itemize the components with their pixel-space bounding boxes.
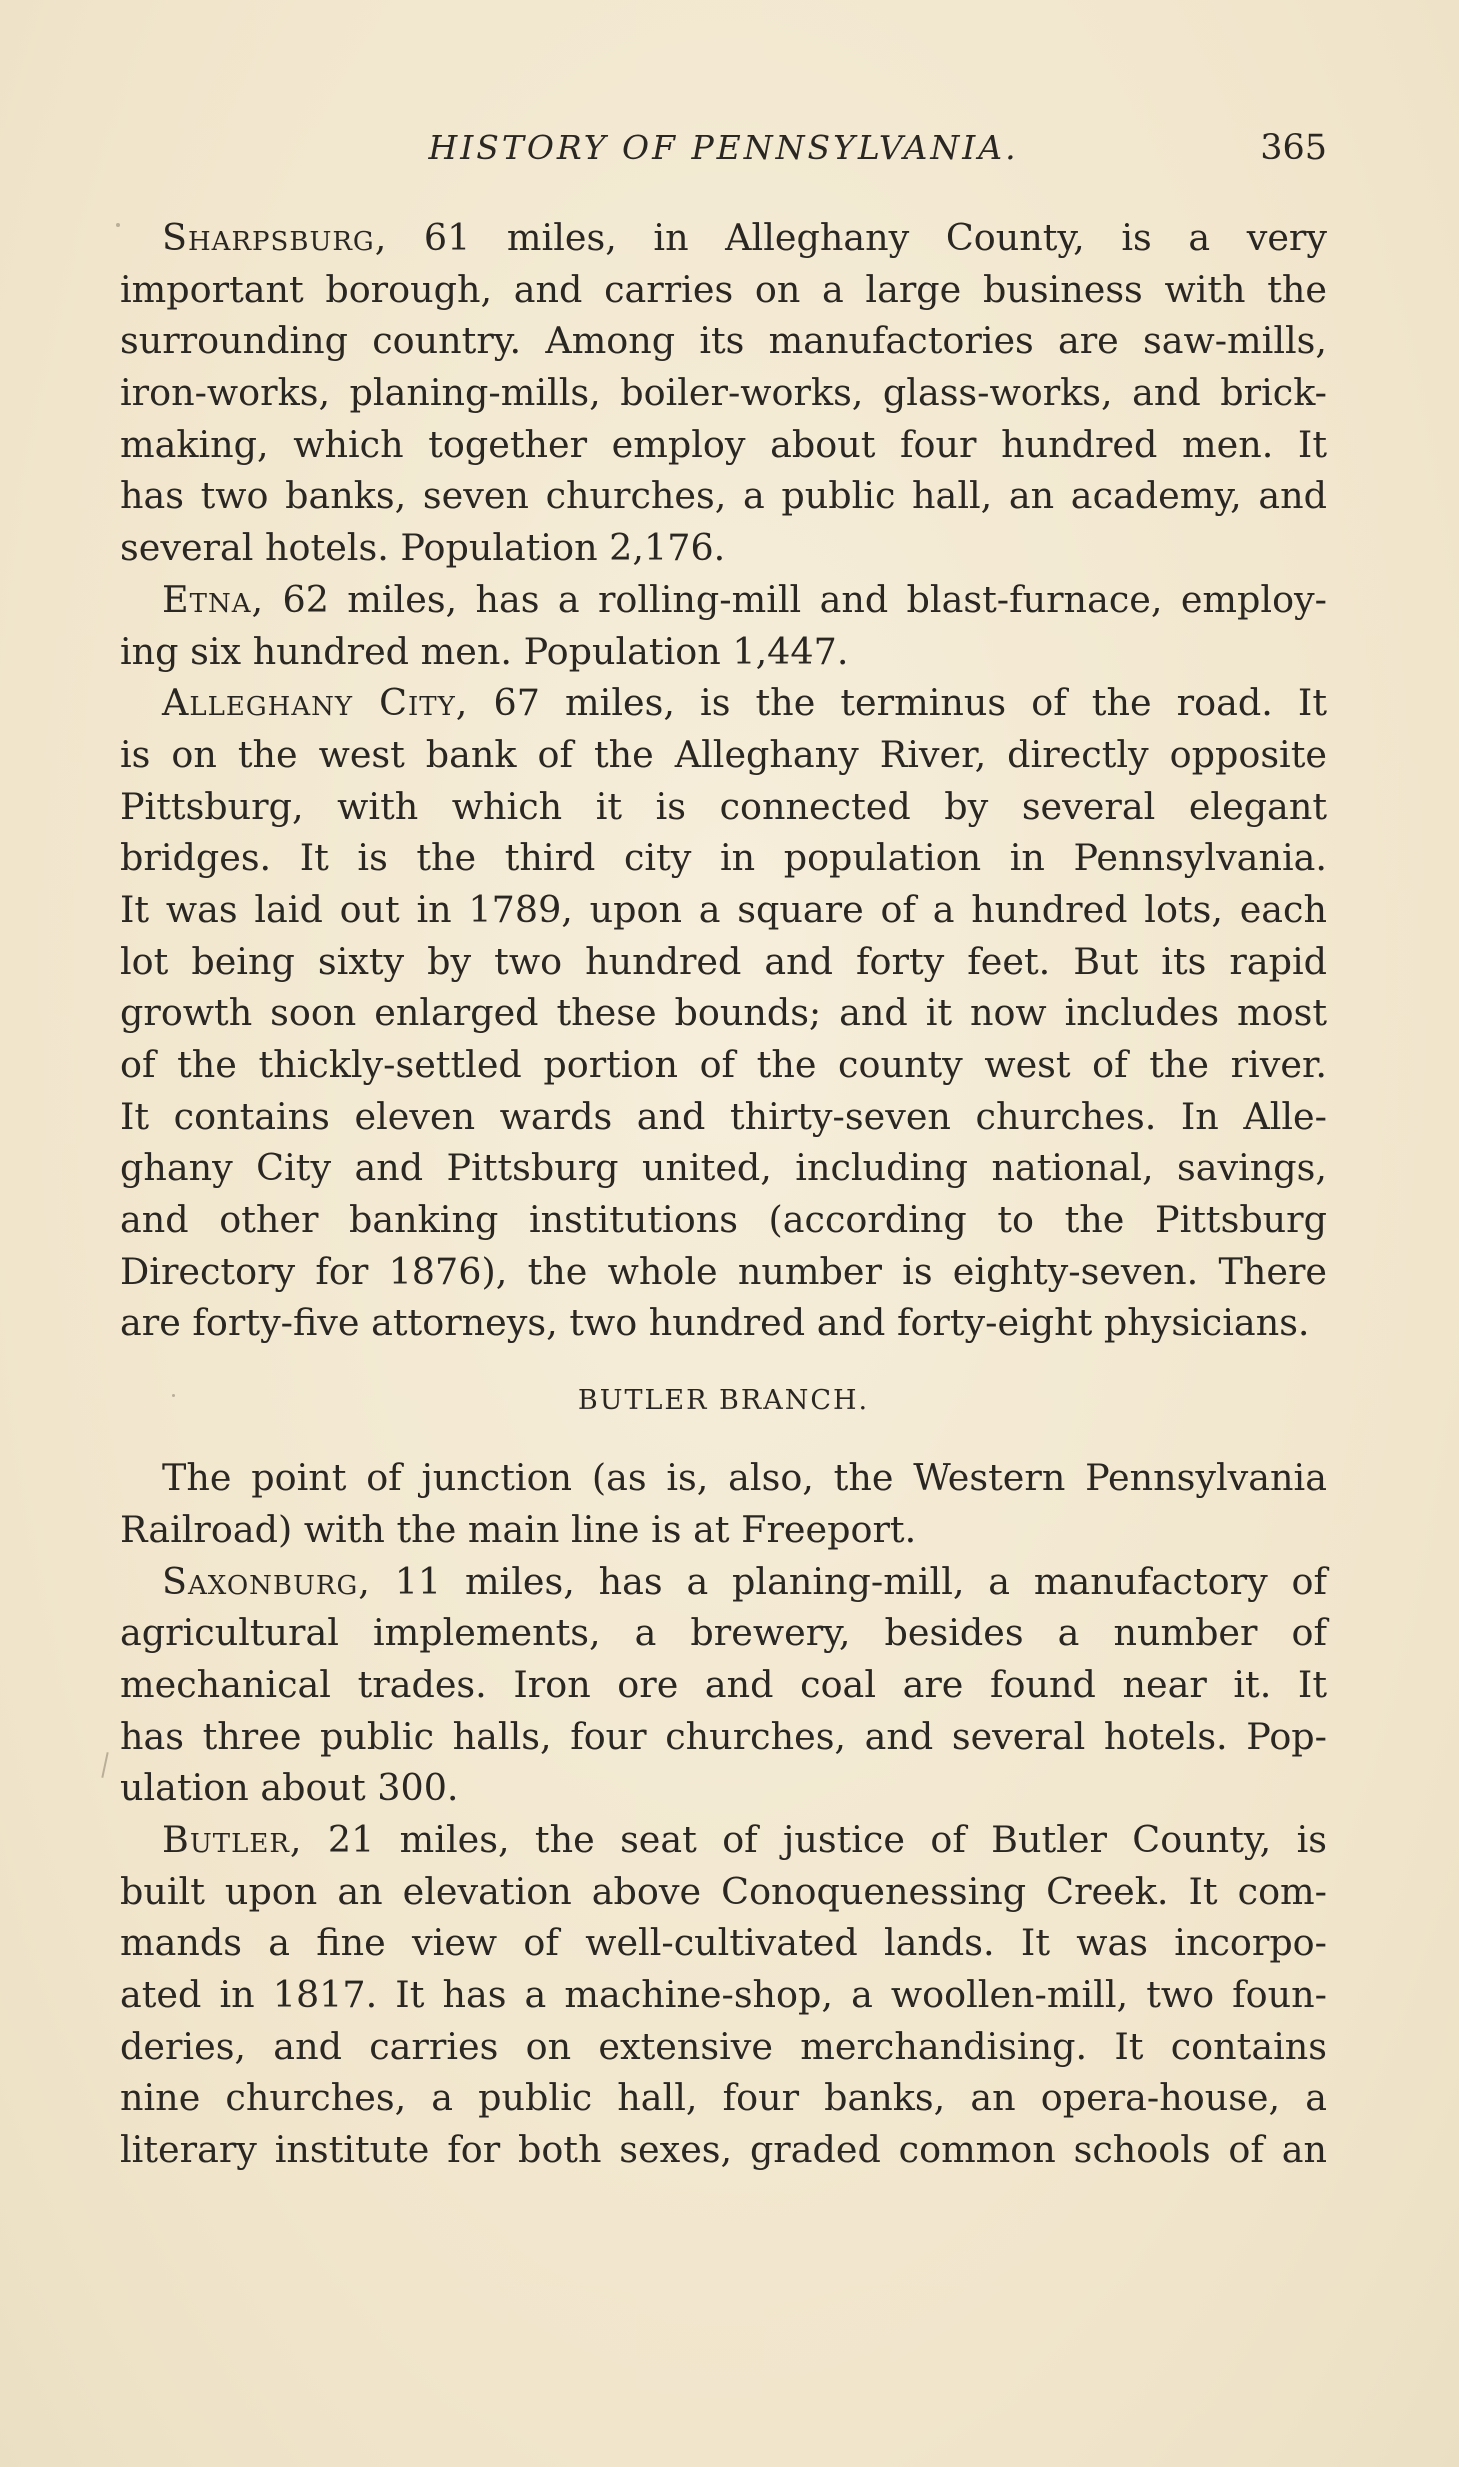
- text-line: The point of junction (as is, also, the Western Pennsylvania: [162, 1456, 1327, 1500]
- text-line: of the thickly-settled portion of the county west of the river.: [120, 1043, 1327, 1086]
- text-line: agricultural implements, a brewery, besides a number of: [120, 1611, 1327, 1655]
- text-line: Alleghany City, 67 miles, is the terminus of the road. It: [162, 681, 1327, 725]
- text-line: nine churches, a public hall, four banks, an opera-house, a: [120, 2076, 1327, 2120]
- text-line: It contains eleven wards and thirty-seven churches. In Alle-: [120, 1094, 1327, 1138]
- text-line: iron-works, planing-mills, boiler-works, glass-works, and brick-: [120, 371, 1327, 415]
- text-line: Pittsburg, with which it is connected by several elegant: [120, 784, 1327, 828]
- text-line: is on the west bank of the Alleghany River, directly opposite: [120, 732, 1327, 776]
- running-title: HISTORY OF PENNSYLVANIA.: [428, 128, 1019, 167]
- section-heading: BUTLER BRANCH.: [577, 1385, 870, 1417]
- body-text: [120, 212, 1327, 2176]
- text-line: and other banking institutions (according to the Pittsburg: [120, 1198, 1327, 1242]
- text-line: lot being sixty by two hundred and forty feet. But its rapid: [120, 939, 1327, 983]
- text-line: are forty-five attorneys, two hundred and forty-eight physicians.: [120, 1301, 1310, 1345]
- text-line: ated in 1817. It has a machine-shop, a woollen-mill, two foun-: [120, 1973, 1327, 2016]
- place-name: Saxonburg,: [162, 1559, 371, 1603]
- scan-speck: [101, 1752, 108, 1778]
- scan-speck: [116, 223, 120, 227]
- text-line: ulation about 300.: [120, 1766, 459, 1810]
- text-line: mechanical trades. Iron ore and coal are found near it. It: [120, 1662, 1327, 1706]
- text-line: mands a fine view of well-cultivated lands. It was incorpo-: [120, 1921, 1327, 1965]
- text-line: several hotels. Population 2,176.: [120, 526, 726, 570]
- text-line: bridges. It is the third city in population in Pennsylvania.: [120, 836, 1327, 880]
- place-name: Etna,: [162, 577, 265, 621]
- place-name: Butler,: [162, 1817, 303, 1861]
- scan-speck: [172, 1394, 175, 1397]
- text-line: Directory for 1876), the whole number is eighty-seven. There: [120, 1249, 1327, 1293]
- place-name: Alleghany City,: [162, 681, 469, 725]
- text-line: surrounding country. Among its manufactories are saw-mills,: [120, 319, 1327, 363]
- text-line: ing six hundred men. Population 1,447.: [120, 629, 849, 673]
- text-line: Etna, 62 miles, has a rolling-mill and blast-furnace, employ-: [162, 577, 1327, 621]
- page-header: [120, 120, 1327, 180]
- text-line: literary institute for both sexes, graded common schools of an: [120, 2128, 1327, 2172]
- text-line: Railroad) with the main line is at Freeport.: [120, 1507, 917, 1551]
- text-line: has two banks, seven churches, a public hall, an academy, and: [120, 474, 1327, 518]
- text-line: Butler, 21 miles, the seat of justice of Butler County, is: [162, 1817, 1327, 1861]
- text-line: growth soon enlarged these bounds; and it now includes most: [120, 991, 1327, 1035]
- text-line: important borough, and carries on a large business with the: [120, 267, 1327, 311]
- page-number: 365: [1260, 128, 1327, 168]
- text-line: has three public halls, four churches, and several hotels. Pop-: [120, 1714, 1327, 1758]
- text-line: making, which together employ about four hundred men. It: [120, 422, 1327, 466]
- text-line: It was laid out in 1789, upon a square of a hundred lots, each: [120, 887, 1327, 931]
- text-line: Saxonburg, 11 miles, has a planing-mill, a manufactory of: [162, 1559, 1327, 1603]
- text-line: built upon an elevation above Conoquenessing Creek. It com-: [120, 1869, 1327, 1913]
- place-name: Sharpsburg,: [162, 216, 388, 259]
- text-line: Sharpsburg, 61 miles, in Alleghany County, is a very: [162, 216, 1327, 259]
- text-line: ghany City and Pittsburg united, including national, savings,: [120, 1146, 1327, 1190]
- text-line: deries, and carries on extensive merchandising. It contains: [120, 2024, 1327, 2068]
